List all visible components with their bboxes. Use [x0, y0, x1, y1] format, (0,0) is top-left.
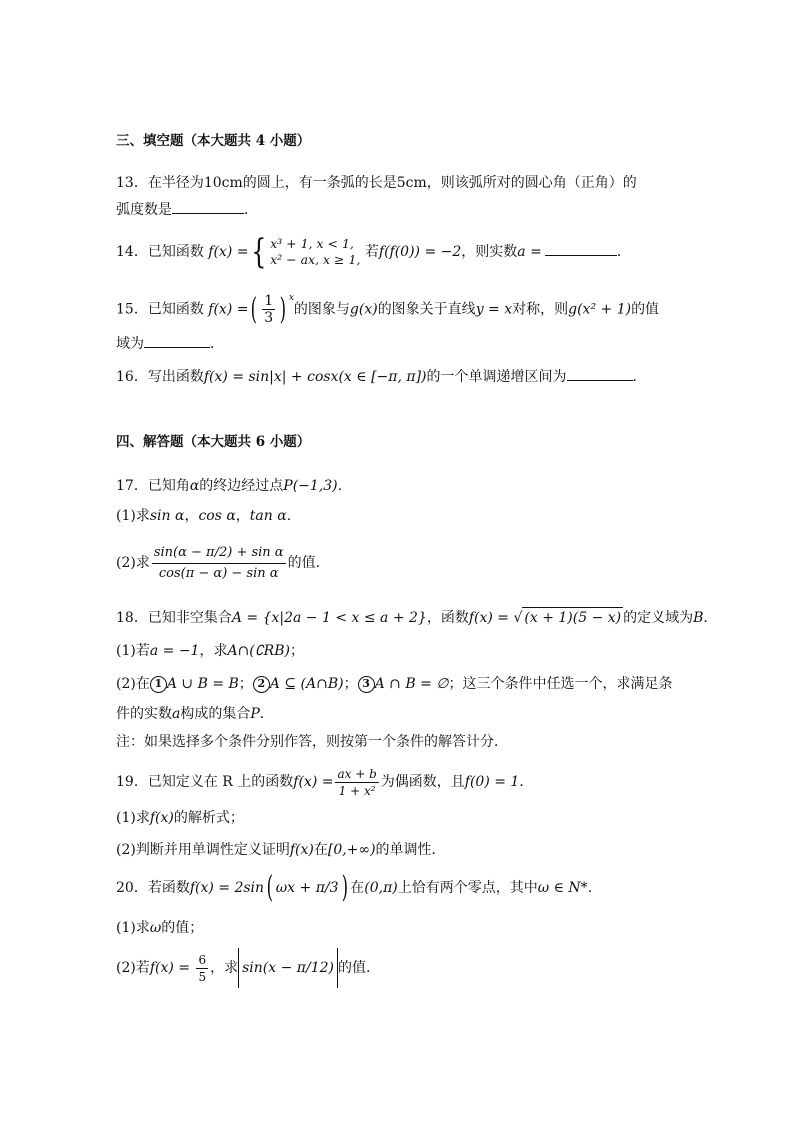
q18-part2: (2)在 1 A ∪ B = B； 2 A ⊆ (A∩B)； 3 A ∩ B = ∅；这三个条件中任选一个，求满足条 [116, 676, 673, 692]
q14-answer-blank [545, 241, 617, 256]
q15-frac-den: 3 [264, 310, 274, 327]
q20-abs: sin(x − π/12) [238, 948, 338, 988]
q13-end: ． [244, 202, 258, 218]
q16-end: ． [632, 369, 647, 385]
q19-frac-num: ax + b [337, 766, 377, 781]
q20-p1w: ω [149, 920, 162, 936]
q20-int: (0,π) [364, 880, 398, 896]
q20-p2end: 的值. [338, 960, 371, 976]
q14-case1: x³ + 1, x < 1, [270, 236, 354, 251]
q20-frac-num: 6 [198, 952, 207, 967]
q14-lead: 已知函数 [147, 244, 204, 260]
q20-text2: 在 [350, 880, 365, 896]
q20-p1: (1)求 [116, 920, 150, 936]
q17-line [116, 476, 342, 496]
q18-part1 [116, 641, 304, 661]
q17-fraction [152, 543, 286, 584]
q18-note: 注：如果选择多个条件分别作答，则按第一个条件的解答计分． [116, 734, 508, 750]
q13-number: 13． [116, 175, 148, 191]
q15-end: ． [210, 336, 224, 352]
q18-func: f(x) = [468, 610, 514, 626]
q16-answer-blank [567, 366, 633, 381]
q14-cond: f(f(0)) = −2 [378, 244, 462, 260]
q17-p1: (1)求 [116, 508, 150, 524]
q15-text4: 的值 [631, 301, 660, 318]
q13-text2: 弧度数是 [116, 202, 172, 218]
q18-p2a: a [172, 706, 181, 722]
q17-p2end: 的值. [287, 555, 321, 571]
q17-text: 已知角 [147, 478, 190, 494]
q15-answer-blank [144, 333, 210, 348]
q16-number: 16． [116, 369, 148, 385]
q14-end: ． [616, 244, 631, 260]
q18-p1expr: A∩(∁RB) [227, 643, 290, 659]
q13-text1: 在半径为10cm的圆上，有一条弧的长是5cm，则该弧所对的圆心角（正角）的 [147, 175, 637, 191]
q19-p2end: 的单调性． [375, 842, 446, 858]
q20-p2: (2)若 [116, 960, 150, 976]
q15-lparen: ( [251, 291, 258, 327]
q19-frac-den: 1 + x² [338, 783, 376, 798]
q18-sqrt: (x + 1)(5 − x) [522, 607, 623, 628]
q19-line [116, 762, 533, 802]
q15-text1: 的图象与 [293, 301, 350, 318]
q20-func-pre: f(x) = 2sin [189, 880, 265, 896]
q20-func-in: ωx + π/3 [275, 880, 339, 896]
q18-line: 18．已知非空集合A = {x|2a − 1 < x ≤ a + 2}，函数f(x) = √ (x + 1)(5 − x) 的定义域为B． [116, 607, 717, 628]
q13-line1 [116, 173, 637, 193]
q17-sin: sin α [149, 508, 185, 524]
q17-point: P(−1,3) [283, 478, 338, 494]
q17-cos: cos α [198, 508, 236, 524]
q19-p2mid: 在 [313, 842, 328, 858]
q18-p1q: ，求 [199, 643, 228, 659]
circle-1-icon: 1 [150, 676, 167, 693]
q19-p2int: [0,+∞) [327, 842, 376, 858]
q17-part1: (1)求sin α，cos α，tan α. [116, 508, 292, 524]
q20-fraction [196, 952, 208, 985]
q20-omega: ω ∈ N* [537, 880, 588, 896]
q13-line2 [116, 199, 258, 220]
q14-line [116, 232, 631, 272]
q14-brace: { [251, 232, 267, 272]
q15-lead: 已知函数 [147, 301, 204, 318]
q14-cases [270, 236, 360, 268]
q17-text2: 的终边经过点 [199, 478, 284, 494]
q18-c2: A ⊆ (A∩B) [269, 676, 344, 692]
q20-lparen: ( [266, 870, 274, 905]
q17-number: 17． [116, 478, 148, 494]
q18-text3: 的定义域为 [623, 610, 694, 626]
q20-p2f: f(x) = [149, 960, 195, 976]
q14-tail: ，则实数 [461, 244, 518, 260]
q18-p2line2: 件的实数 [116, 706, 172, 722]
q19-text2: 为偶函数，且 [380, 774, 465, 790]
q15-line-eq: y = x [475, 301, 513, 318]
q15-fraction [262, 293, 275, 326]
q17-frac-den: cos(π − α) − sin α [158, 565, 279, 581]
q20-p1end: 的值； [161, 920, 204, 936]
q20-frac-den: 5 [198, 969, 207, 984]
q18-end: ． [703, 610, 718, 626]
q15-line2 [116, 333, 224, 354]
q18-p2line2b: 构成的集合 [180, 706, 251, 722]
section3-title: 三、填空题（本大题共 4 小题） [116, 133, 311, 149]
q18-c1: A ∪ B = B [166, 676, 239, 692]
q18-c3: A ∩ B = ∅ [374, 676, 449, 692]
q18-setA: A = {x|2a − 1 < x ≤ a + 2} [231, 610, 427, 626]
q15-exp: x [288, 293, 294, 303]
q17-p2: (2)求 [116, 555, 150, 571]
q16-func: f(x) = sin|x| + cosx(x ∈ [−π, π]) [203, 369, 427, 385]
q19-text1: 已知定义在 R 上的函数 [147, 774, 294, 790]
q20-text3: 上恰有两个零点，其中 [397, 880, 538, 896]
q18-p1end: ； [289, 643, 304, 659]
q17-part2 [116, 540, 320, 586]
q15-g: g(x) [349, 301, 378, 318]
q18-p2end: ． [259, 706, 274, 722]
q14-case2: x² − ax, x ≥ 1, [270, 252, 361, 267]
q15-line1 [116, 286, 659, 326]
q20-part1 [116, 918, 203, 938]
q14-number: 14． [116, 244, 148, 260]
q18-P: P [250, 706, 260, 722]
q18-p2: (2)在 [116, 676, 150, 692]
q20-line [116, 868, 592, 908]
q19-number: 19． [116, 774, 148, 790]
q18-p1: (1)若 [116, 643, 150, 659]
q18-B: B [693, 610, 704, 626]
q14-mid: 若 [364, 244, 379, 260]
q18-p1cond: a = −1 [149, 643, 200, 659]
q15-text5: 域为 [116, 336, 144, 352]
q19-fx: f(x) = [293, 774, 334, 790]
q19-p1end: 的解析式； [173, 810, 244, 826]
q15-text3: 对称，则 [512, 301, 569, 318]
circle-2-icon: 2 [253, 676, 270, 693]
q19-p2: (2)判断并用单调性定义证明 [116, 842, 290, 858]
q19-p1: (1)求 [116, 810, 150, 826]
q15-text2: 的图象关于直线 [377, 301, 476, 318]
q14-var: a = [517, 244, 542, 260]
q14-fx: f(x) = [208, 244, 249, 260]
q16-lead: 写出函数 [147, 369, 204, 385]
q15-rparen: ) [279, 291, 287, 327]
circle-3-icon: 3 [358, 676, 375, 693]
q18-text2: ，函数 [426, 610, 469, 626]
section4-title: 四、解答题（本大题共 6 小题） [116, 434, 311, 450]
q19-p1f: f(x) [149, 810, 174, 826]
q20-part2 [116, 948, 370, 988]
q19-fraction [335, 766, 378, 799]
q20-end: . [587, 880, 593, 896]
q18-number: 18． [116, 610, 148, 626]
q17-tan: tan α [249, 508, 287, 524]
q16-tail: 的一个单调递增区间为 [426, 369, 567, 385]
q20-text1: 若函数 [147, 880, 190, 896]
q17-frac-num: sin(α − π/2) + sin α [152, 543, 286, 564]
q20-number: 20． [116, 880, 148, 896]
q15-g2: g(x² + 1) [568, 301, 632, 318]
q15-fx: f(x) = [208, 301, 249, 318]
q15-frac-num: 1 [264, 293, 274, 310]
q19-part1 [116, 808, 244, 828]
q17-alpha: α [189, 478, 200, 494]
q17-end: . [337, 478, 343, 494]
q15-number: 15． [116, 301, 148, 318]
q18-p2tail: ；这三个条件中任选一个，求满足条 [448, 676, 673, 692]
q19-part2 [116, 840, 446, 860]
q18-text1: 已知非空集合 [147, 610, 232, 626]
q18-part2-line2 [116, 704, 274, 724]
q20-p2q: ，求 [210, 960, 239, 976]
q19-cond: f(0) = 1 [464, 774, 520, 790]
q19-end: ． [519, 774, 534, 790]
q20-rparen: ) [341, 870, 348, 905]
q13-answer-blank [172, 199, 244, 214]
q19-p2f: f(x) [289, 842, 314, 858]
q16-line [116, 366, 647, 387]
